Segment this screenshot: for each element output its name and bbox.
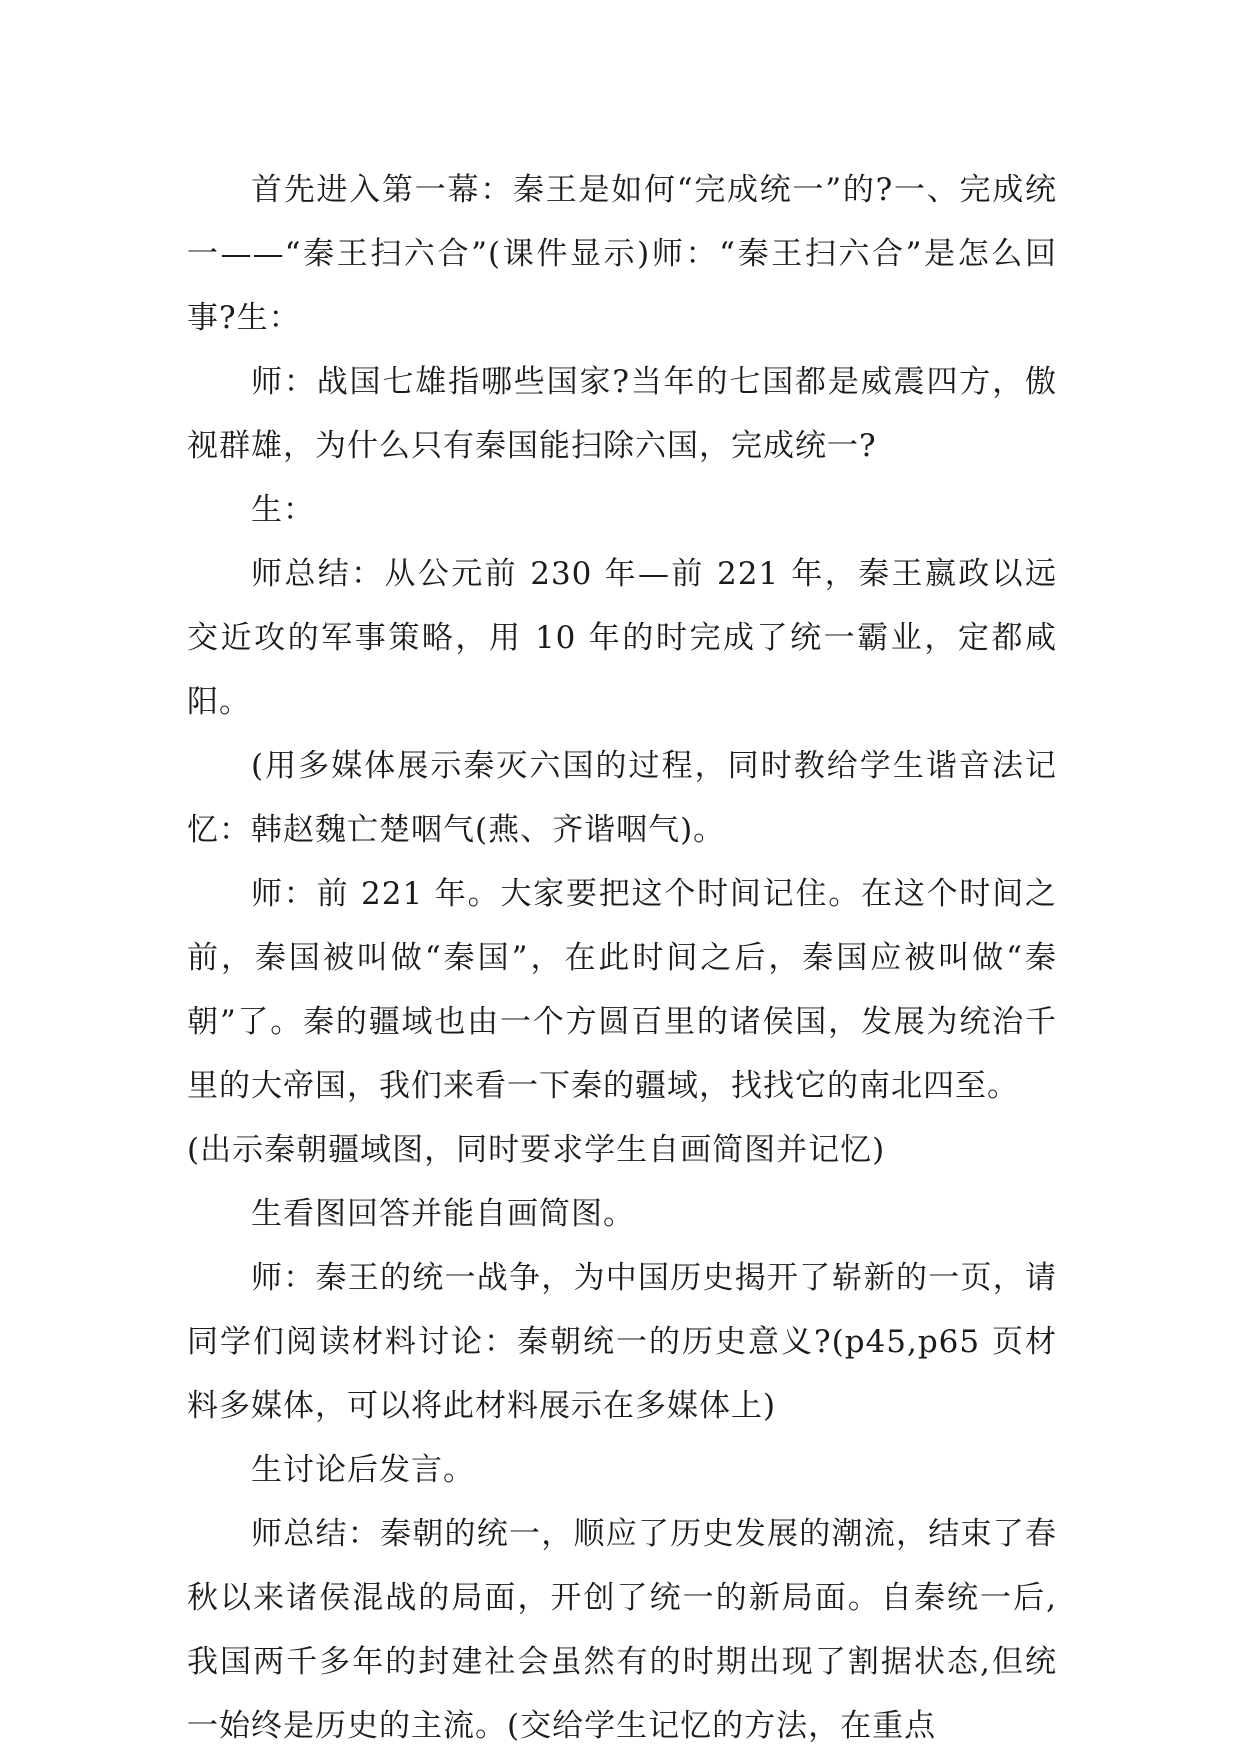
paragraph-intro: 首先进入第一幕：秦王是如何“完成统一”的?一、完成统一——“秦王扫六合”(课件显示)师：“秦王扫六合”是怎么回事?生： bbox=[187, 172, 1057, 336]
paragraph-teacher-discussion: 师：秦王的统一战争，为中国历史揭开了崭新的一页，请同学们阅读材料讨论：秦朝统一的历史意义?(p45,p65 页材料多媒体，可以将此材料展示在多媒体上) bbox=[187, 1260, 1057, 1424]
paragraph-teacher-summary-2: 师总结：秦朝的统一，顺应了历史发展的潮流，结束了春秋以来诸侯混战的局面，开创了统一的新局面。自秦统一后,我国两千多年的封建社会虽然有的时期出现了割据状态,但统一始终是历史的主流。(交给学生记忆的方法，在重点 bbox=[187, 1516, 1057, 1744]
document-body bbox=[187, 158, 1057, 1758]
paragraph-map-note: (出示秦朝疆域图，同时要求学生自画简图并记忆) bbox=[187, 1132, 886, 1168]
paragraph-student: 生： bbox=[251, 492, 315, 528]
paragraph-multimedia-note: (用多媒体展示秦灭六国的过程，同时教给学生谐音法记忆：韩赵魏亡楚咽气(燕、齐谐咽气)。 bbox=[187, 748, 1057, 848]
paragraph-teacher-question: 师：战国七雄指哪些国家?当年的七国都是威震四方，傲视群雄，为什么只有秦国能扫除六国，完成统一? bbox=[187, 364, 1057, 464]
paragraph-student-answer: 生看图回答并能自画简图。 bbox=[251, 1196, 635, 1232]
paragraph-student-discuss: 生讨论后发言。 bbox=[251, 1452, 475, 1488]
paragraph-teacher-summary-1: 师总结：从公元前 230 年—前 221 年，秦王嬴政以远交近攻的军事策略，用 10 年的时完成了统一霸业，定都咸阳。 bbox=[187, 556, 1057, 720]
paragraph-teacher-221: 师：前 221 年。大家要把这个时间记住。在这个时间之前，秦国被叫做“秦国”，在此时间之后，秦国应被叫做“秦朝”了。秦的疆域也由一个方圆百里的诸侯国，发展为统治千里的大帝国，我们来看一下秦的疆域，找找它的南北四至。 bbox=[187, 876, 1057, 1104]
